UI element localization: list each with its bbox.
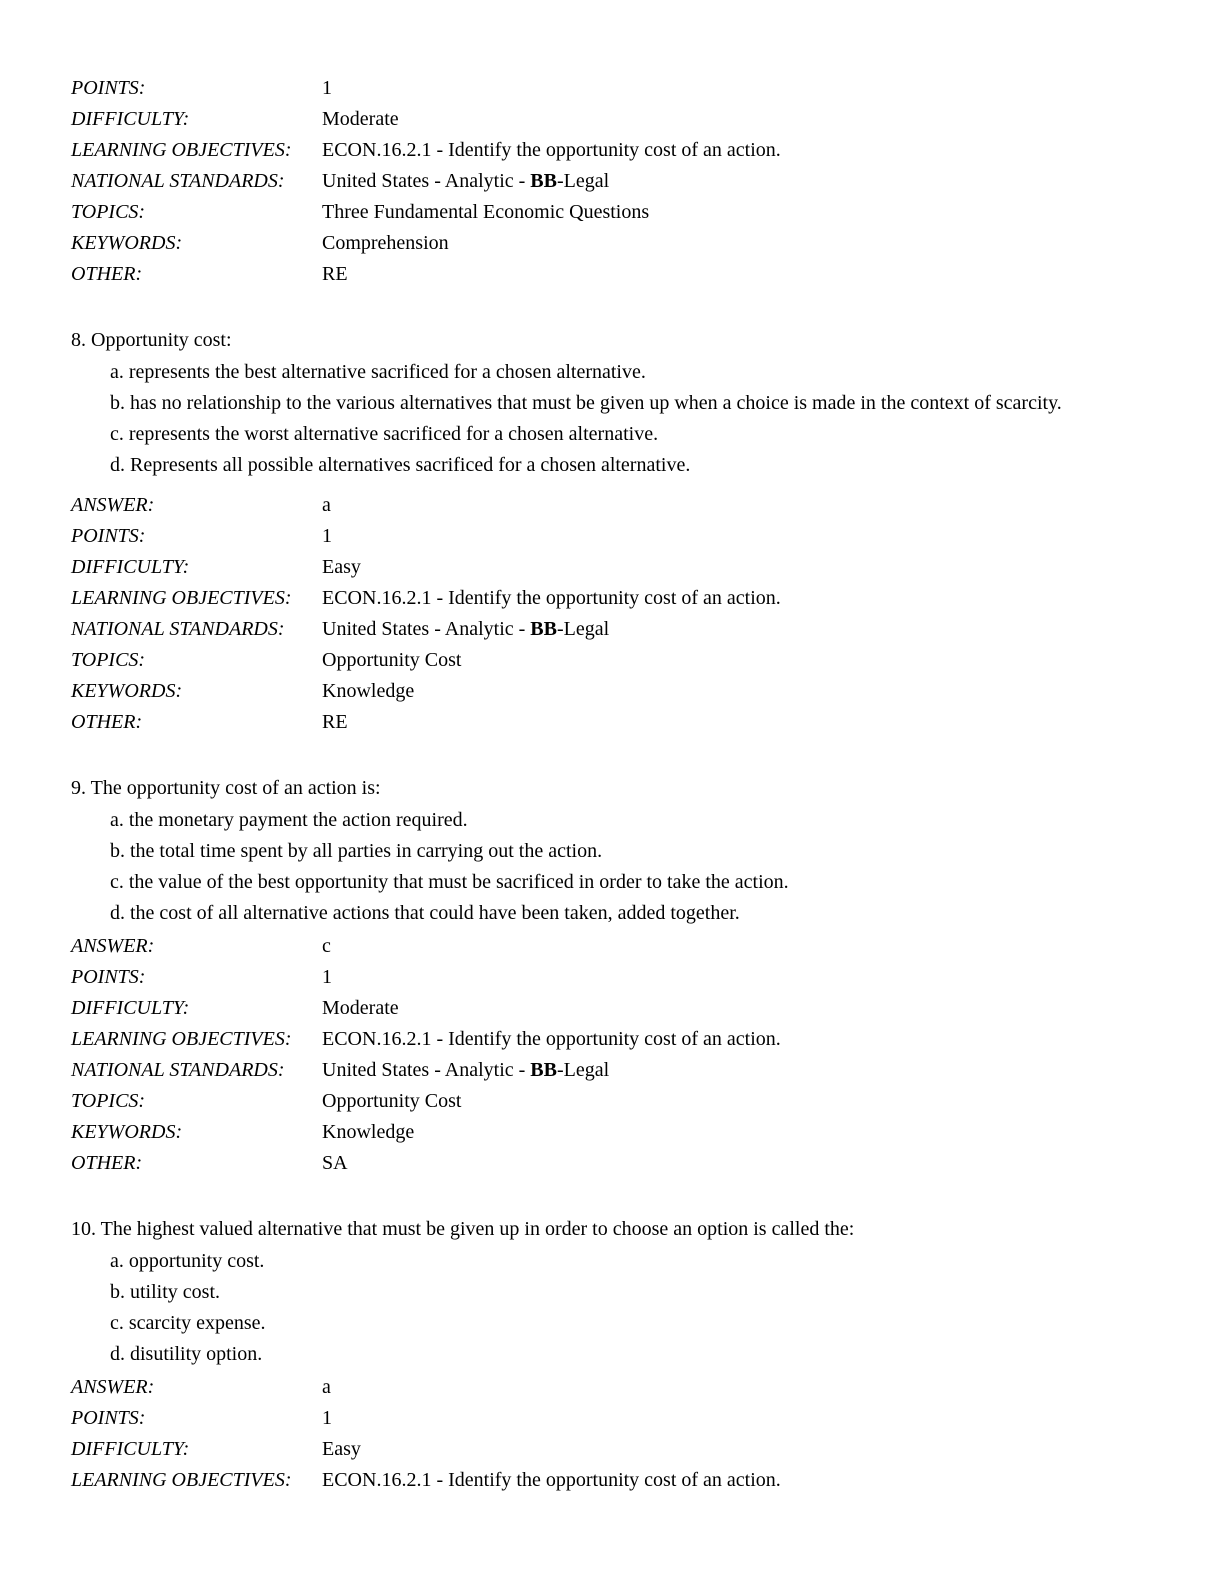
meta-value: United States - Analytic - BB-Legal [322, 170, 610, 192]
meta-row-keywords [71, 676, 1161, 707]
meta-label: DIFFICULTY: [71, 108, 190, 130]
option-a: a. represents the best alternative sacrificed for a chosen alternative. [110, 361, 646, 383]
meta-value: Comprehension [322, 232, 449, 254]
meta-label: POINTS: [71, 966, 146, 988]
meta-value: a [322, 1376, 331, 1398]
meta-value: ECON.16.2.1 - Identify the opportunity cost of an action. [322, 1469, 781, 1491]
option-c: c. represents the worst alternative sacrificed for a chosen alternative. [110, 423, 659, 445]
meta-row-difficulty [71, 104, 1161, 135]
meta-label: KEYWORDS: [71, 1121, 183, 1143]
document-page [71, 73, 1161, 1496]
meta-label: TOPICS: [71, 649, 146, 671]
option-a: a. opportunity cost. [110, 1250, 265, 1272]
meta-label: POINTS: [71, 1407, 146, 1429]
meta-row-learning-objectives [71, 1024, 1161, 1055]
meta-row-other [71, 707, 1161, 738]
meta-value: 1 [322, 525, 332, 547]
option-c: c. the value of the best opportunity that must be sacrificed in order to take the action. [110, 871, 789, 893]
meta-row-topics [71, 197, 1161, 228]
meta-row-points [71, 73, 1161, 104]
meta-label: KEYWORDS: [71, 680, 183, 702]
meta-row-learning-objectives [71, 583, 1161, 614]
meta-label: NATIONAL STANDARDS: [71, 170, 285, 192]
meta-value: Easy [322, 1438, 361, 1460]
meta-row-answer [71, 931, 1161, 962]
meta-value: a [322, 494, 331, 516]
meta-label: DIFFICULTY: [71, 997, 190, 1019]
option-c: c. scarcity expense. [110, 1312, 266, 1334]
meta-value: Three Fundamental Economic Questions [322, 201, 650, 223]
meta-value: ECON.16.2.1 - Identify the opportunity cost of an action. [322, 139, 781, 161]
meta-row-learning-objectives [71, 135, 1161, 166]
meta-row-difficulty [71, 552, 1161, 583]
meta-label: POINTS: [71, 77, 146, 99]
meta-value: Knowledge [322, 1121, 415, 1143]
meta-value: Moderate [322, 997, 399, 1019]
question-8 [71, 326, 1161, 738]
meta-row-answer [71, 1372, 1161, 1403]
question-9 [71, 774, 1161, 1179]
meta-label: DIFFICULTY: [71, 1438, 190, 1460]
option-b: b. utility cost. [110, 1281, 220, 1303]
meta-label: LEARNING OBJECTIVES: [71, 139, 292, 161]
meta-value: c [322, 935, 331, 957]
meta-label: OTHER: [71, 263, 143, 285]
meta-label: LEARNING OBJECTIVES: [71, 1028, 292, 1050]
meta-row-points [71, 1403, 1161, 1434]
meta-label: DIFFICULTY: [71, 556, 190, 578]
options-list [71, 807, 1161, 926]
question-10 [71, 1215, 1161, 1496]
option-b: b. has no relationship to the various alternatives that must be given up when a choice is made in the context of scarcity. [110, 392, 1062, 414]
meta-row-national-standards [71, 614, 1161, 645]
option-d: d. disutility option. [110, 1343, 263, 1365]
question-9-metadata [71, 931, 1161, 1179]
meta-value: Knowledge [322, 680, 415, 702]
option-d: d. Represents all possible alternatives sacrificed for a chosen alternative. [110, 454, 691, 476]
meta-label: LEARNING OBJECTIVES: [71, 1469, 292, 1491]
meta-label: NATIONAL STANDARDS: [71, 1059, 285, 1081]
meta-row-keywords [71, 1117, 1161, 1148]
question-text: 8. Opportunity cost: [71, 329, 232, 351]
meta-row-difficulty [71, 1434, 1161, 1465]
question-7-metadata [71, 73, 1161, 290]
meta-label: POINTS: [71, 525, 146, 547]
meta-value: RE [322, 263, 348, 285]
meta-value: 1 [322, 77, 332, 99]
meta-label: OTHER: [71, 711, 143, 733]
meta-row-topics [71, 645, 1161, 676]
question-text: 9. The opportunity cost of an action is: [71, 777, 381, 799]
meta-label: ANSWER: [71, 1376, 155, 1398]
meta-label: KEYWORDS: [71, 232, 183, 254]
meta-row-points [71, 962, 1161, 993]
meta-label: ANSWER: [71, 494, 155, 516]
options-list [71, 359, 1161, 478]
meta-row-points [71, 521, 1161, 552]
meta-row-other [71, 259, 1161, 290]
meta-value: United States - Analytic - BB-Legal [322, 618, 610, 640]
option-b: b. the total time spent by all parties in carrying out the action. [110, 840, 603, 862]
meta-row-keywords [71, 228, 1161, 259]
meta-row-national-standards [71, 1055, 1161, 1086]
meta-value: Opportunity Cost [322, 1090, 462, 1112]
question-8-metadata [71, 490, 1161, 738]
meta-row-difficulty [71, 993, 1161, 1024]
meta-value: United States - Analytic - BB-Legal [322, 1059, 610, 1081]
option-a: a. the monetary payment the action required. [110, 809, 468, 831]
meta-label: LEARNING OBJECTIVES: [71, 587, 292, 609]
meta-value: RE [322, 711, 348, 733]
meta-value: SA [322, 1152, 348, 1174]
meta-row-answer [71, 490, 1161, 521]
meta-value: 1 [322, 1407, 332, 1429]
meta-row-topics [71, 1086, 1161, 1117]
meta-label: NATIONAL STANDARDS: [71, 618, 285, 640]
meta-row-learning-objectives [71, 1465, 1161, 1496]
options-list [71, 1248, 1161, 1367]
question-10-metadata [71, 1372, 1161, 1496]
meta-value: Moderate [322, 108, 399, 130]
meta-label: OTHER: [71, 1152, 143, 1174]
meta-value: Easy [322, 556, 361, 578]
meta-value: ECON.16.2.1 - Identify the opportunity cost of an action. [322, 1028, 781, 1050]
option-d: d. the cost of all alternative actions that could have been taken, added together. [110, 902, 740, 924]
meta-label: TOPICS: [71, 1090, 146, 1112]
meta-label: ANSWER: [71, 935, 155, 957]
meta-value: 1 [322, 966, 332, 988]
meta-row-national-standards [71, 166, 1161, 197]
meta-label: TOPICS: [71, 201, 146, 223]
meta-value: ECON.16.2.1 - Identify the opportunity cost of an action. [322, 587, 781, 609]
meta-value: Opportunity Cost [322, 649, 462, 671]
question-text: 10. The highest valued alternative that must be given up in order to choose an option is called the: [71, 1218, 855, 1240]
meta-row-other [71, 1148, 1161, 1179]
